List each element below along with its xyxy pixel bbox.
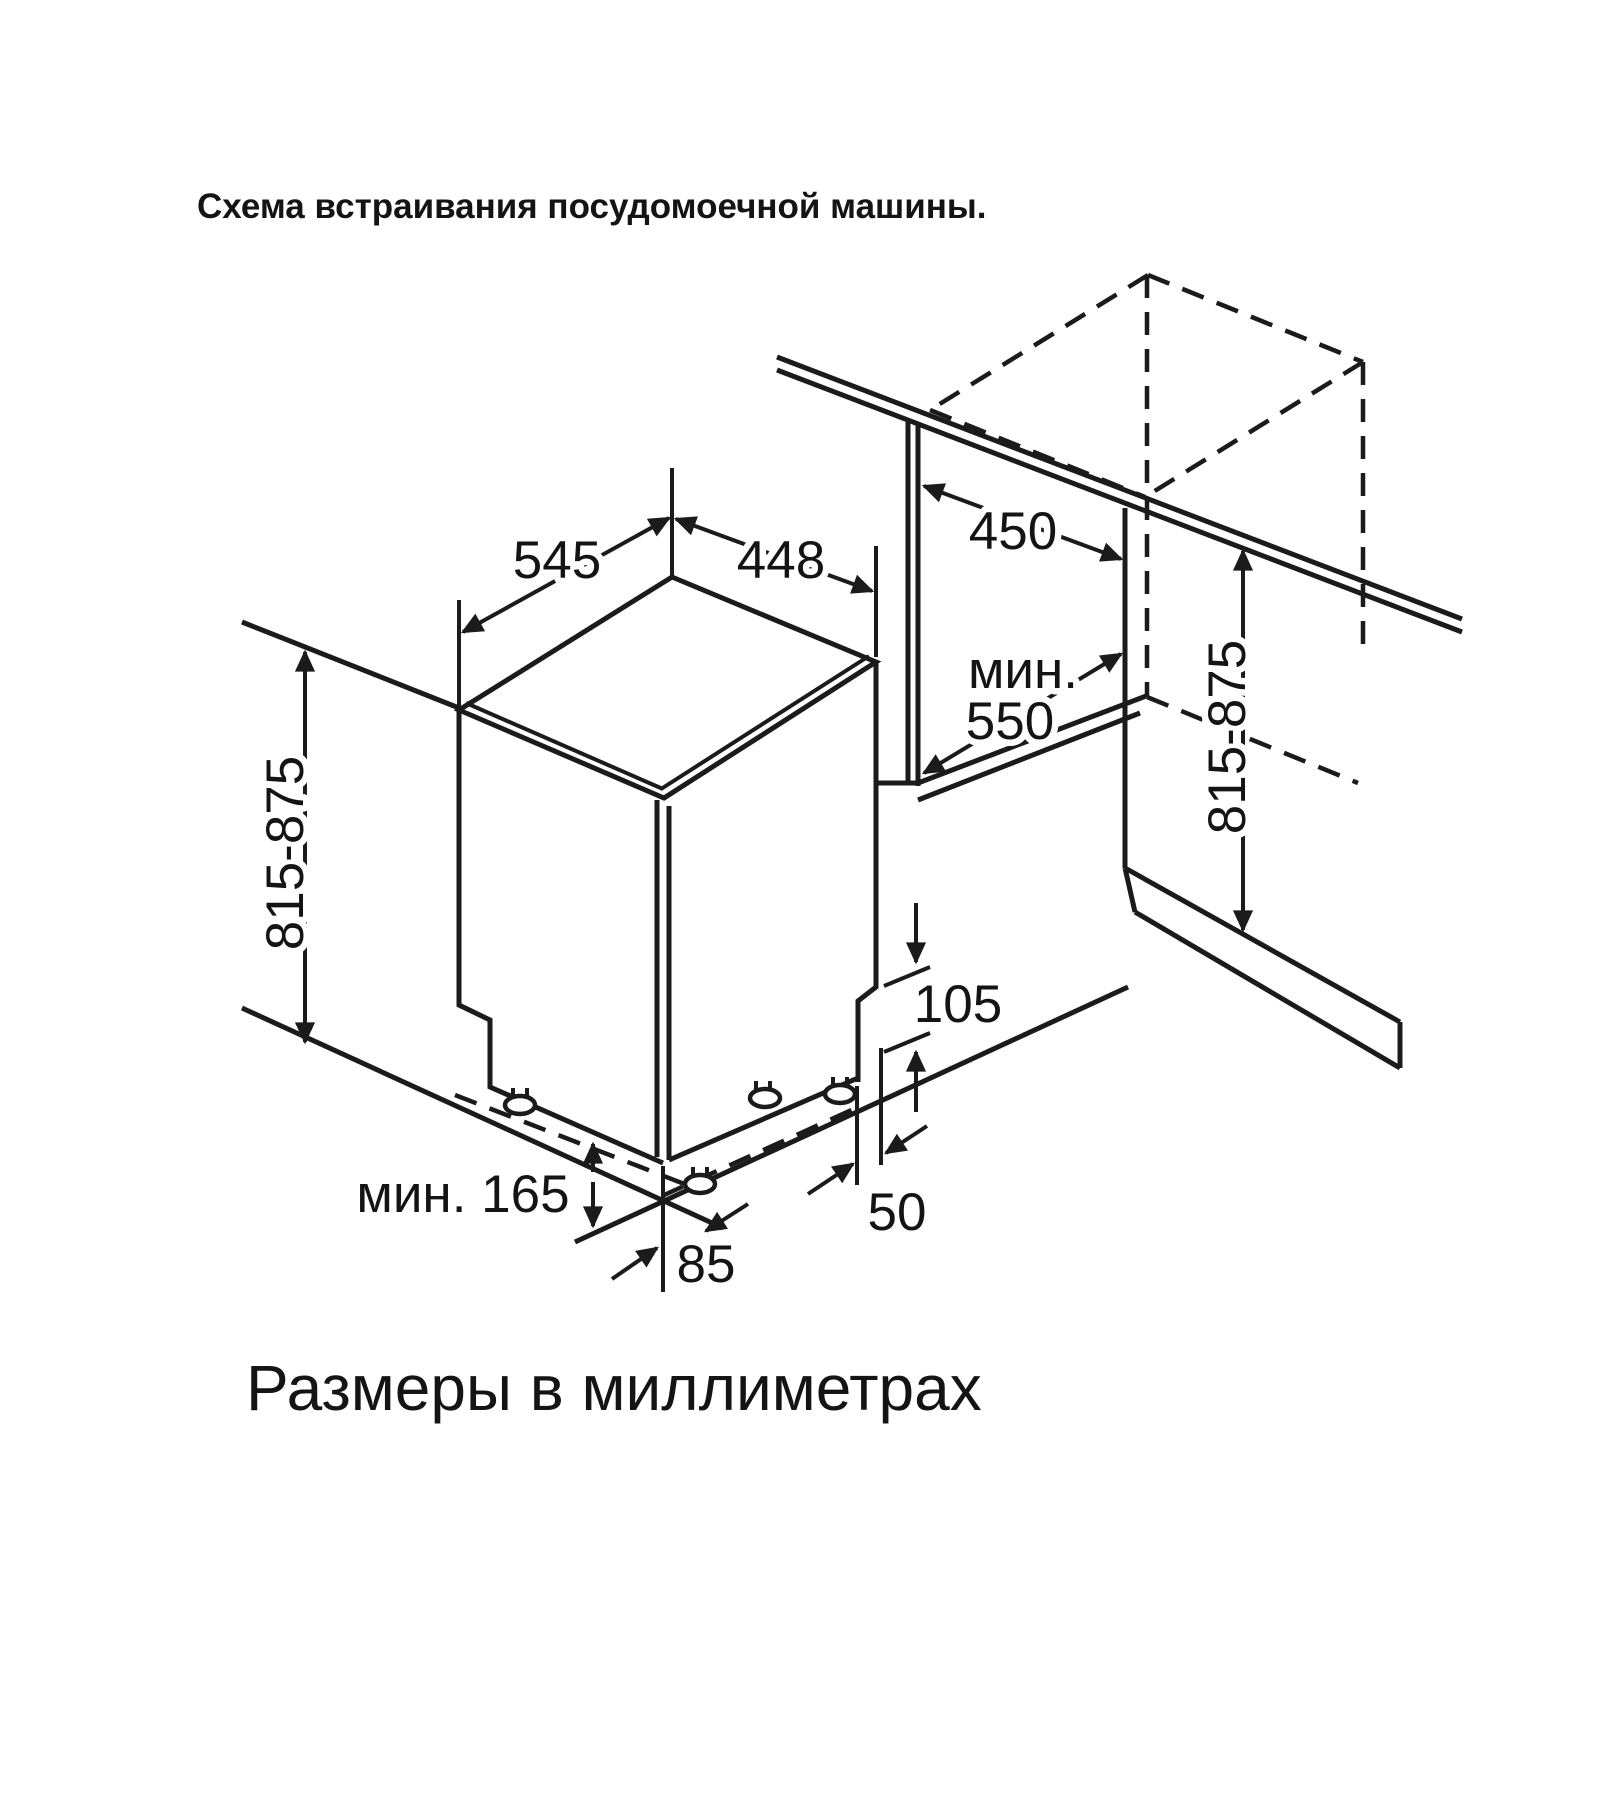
dimension-85-arrow-right bbox=[706, 1204, 748, 1231]
dimension-50-arrow-right bbox=[886, 1126, 927, 1153]
dishwasher-top-inner-edges bbox=[466, 656, 869, 789]
dimension-height-left bbox=[256, 652, 315, 1042]
dimension-50-arrow-left bbox=[808, 1164, 853, 1194]
dimension-50-extensions bbox=[857, 1048, 881, 1185]
dimension-50-label: 50 bbox=[867, 1183, 927, 1242]
dimension-height-right-label: 815-875 bbox=[1198, 639, 1257, 835]
dimension-545-label: 545 bbox=[512, 531, 602, 590]
dishwasher-top-face bbox=[459, 577, 876, 798]
dimension-min-165 bbox=[356, 1144, 593, 1226]
feet-stems bbox=[513, 1077, 847, 1178]
dimension-165-label: мин. 165 bbox=[356, 1165, 570, 1224]
dimension-448-label: 448 bbox=[736, 531, 826, 590]
plinth-strip bbox=[1125, 868, 1400, 1068]
page-title: Схема встраивания посудомоечной машины. bbox=[197, 187, 987, 226]
dimension-height-left-label: 815-875 bbox=[256, 755, 315, 951]
dimension-448 bbox=[676, 519, 876, 657]
dishwasher-unit bbox=[459, 577, 876, 1193]
dimension-85-arrow-left bbox=[612, 1248, 657, 1279]
dimension-450-label: 450 bbox=[968, 502, 1058, 561]
dimension-105-label: 105 bbox=[913, 975, 1003, 1034]
dimension-50 bbox=[808, 1048, 927, 1242]
dimension-height-right bbox=[1198, 551, 1257, 930]
dimension-550-value: 550 bbox=[965, 692, 1055, 751]
dimension-450 bbox=[924, 486, 1121, 561]
foot-rear-visible bbox=[750, 1089, 780, 1107]
countertop-left-line bbox=[242, 622, 459, 708]
units-caption: Размеры в миллиметрах bbox=[246, 1352, 982, 1424]
dimension-550-word: мин. bbox=[967, 641, 1079, 700]
niche-structure bbox=[877, 421, 1400, 1068]
countertop bbox=[242, 357, 1462, 708]
foot-right-rear bbox=[825, 1085, 855, 1103]
dimension-min-550 bbox=[924, 641, 1121, 773]
niche-side-panel-edges bbox=[908, 421, 918, 786]
countertop-edge bbox=[777, 357, 1462, 632]
foot-front-left bbox=[505, 1096, 535, 1114]
dimension-545 bbox=[459, 468, 672, 707]
dimension-85-label: 85 bbox=[676, 1235, 736, 1294]
dimension-105 bbox=[884, 903, 1002, 1112]
foot-front-corner bbox=[685, 1175, 715, 1193]
